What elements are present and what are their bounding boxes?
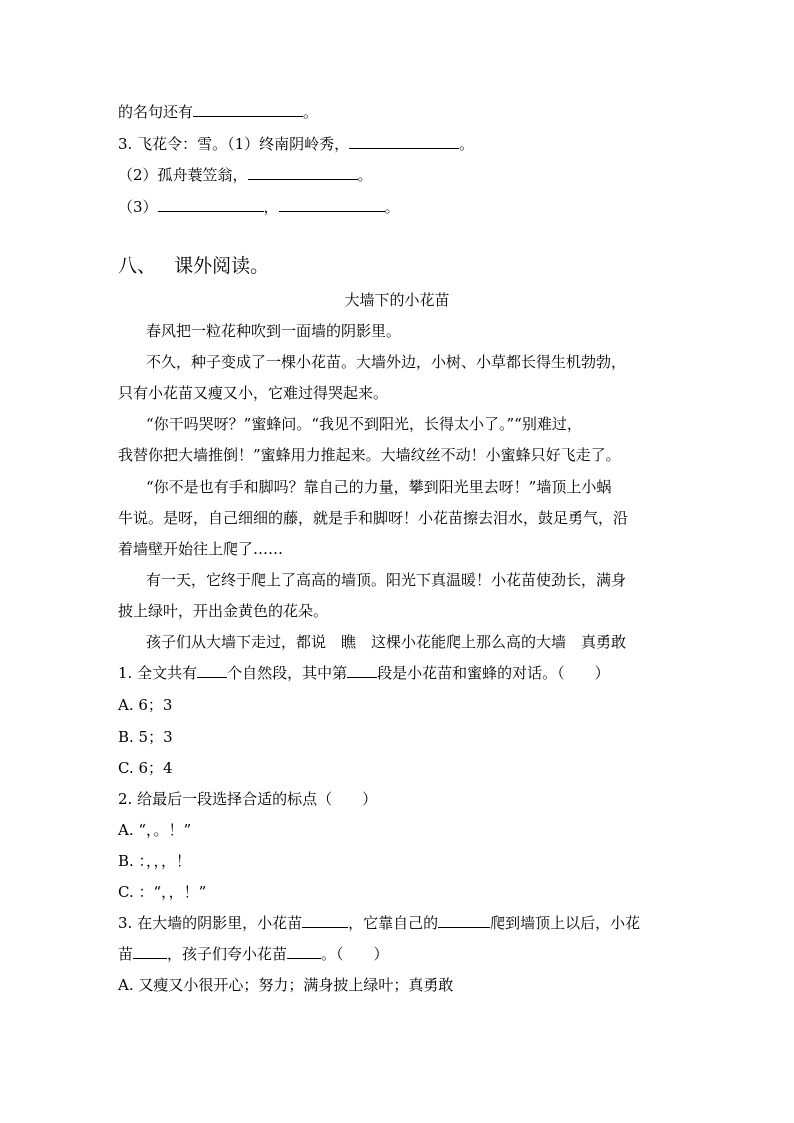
- story-paragraph-cont: 牛说。是呀，自己细细的藤，就是手和脚呀！小花苗擦去泪水，鼓足勇气，沿: [118, 509, 629, 527]
- text: 。: [459, 135, 475, 153]
- answer-blank[interactable]: [349, 134, 459, 149]
- option-b[interactable]: B. ：，，，！: [118, 852, 192, 870]
- text: 段是小花苗和蜜蜂的对话。（ ）: [377, 664, 610, 682]
- option-a[interactable]: A. 又瘦又小很开心；努力；满身披上绿叶；真勇敢: [118, 976, 454, 994]
- text: 苗: [118, 945, 134, 963]
- answer-blank[interactable]: [279, 197, 385, 212]
- story-paragraph: 不久，种子变成了一棵小花苗。大墙外边，小树、小草都长得生机勃勃，: [146, 353, 627, 371]
- poem-line-3: [118, 165, 373, 185]
- story-paragraph-cont: 我替你把大墙推倒！”蜜蜂用力推起来。大墙纹丝不动！小蜜蜂只好飞走了。: [118, 446, 621, 464]
- answer-blank[interactable]: [438, 913, 490, 928]
- text: ，它靠自己的: [348, 914, 439, 932]
- text: ，孩子们夸小花苗: [167, 945, 288, 963]
- poem-line-2: [118, 134, 474, 154]
- story-paragraph: 有一天，它终于爬上了高高的墙顶。阳光下真温暖！小花苗使劲长，满身: [146, 571, 627, 589]
- text: 。（ ）: [321, 945, 389, 963]
- story-paragraph: “你干吗哭呀？”蜜蜂问。“我见不到阳光，长得太小了。”“别难过，: [146, 415, 582, 433]
- text: 。: [357, 166, 373, 184]
- answer-blank[interactable]: [158, 197, 264, 212]
- text: 。: [384, 198, 400, 216]
- story-paragraph: 孩子们从大墙下走过，都说 瞧 这棵小花能爬上那么高的大墙 真勇敢: [146, 633, 627, 651]
- question-2: 2. 给最后一段选择合适的标点（ ）: [118, 790, 378, 808]
- text: 的名句还有: [118, 103, 194, 121]
- story-paragraph-cont: 只有小花苗又瘦又小，它难过得哭起来。: [118, 384, 389, 402]
- answer-blank[interactable]: [302, 913, 348, 928]
- section-title: 课外阅读。: [174, 255, 270, 277]
- question-1: [118, 663, 610, 683]
- story-paragraph-cont: 披上绿叶，开出金黄色的花朵。: [118, 602, 329, 620]
- text: ，: [263, 198, 279, 216]
- text: 个自然段，其中第: [227, 664, 348, 682]
- answer-blank[interactable]: [287, 944, 321, 959]
- text: 3. 在大墙的阴影里，小花苗: [118, 914, 303, 932]
- answer-blank[interactable]: [133, 944, 167, 959]
- story-paragraph: 春风把一粒花种吹到一面墙的阴影里。: [146, 322, 402, 340]
- answer-blank[interactable]: [248, 165, 358, 180]
- story-paragraph: “你不是也有手和脚吗？靠自己的力量，攀到阳光里去呀！”墙顶上小蜗: [146, 478, 612, 496]
- answer-blank[interactable]: [347, 663, 377, 678]
- text: 3. 飞花令：雪。（1）终南阴岭秀，: [118, 135, 350, 153]
- text: 爬到墙顶上以后，小花: [490, 914, 641, 932]
- option-b[interactable]: B. 5；3: [118, 728, 173, 746]
- text: （3）: [118, 198, 158, 216]
- story-paragraph-cont: 着墙壁开始往上爬了……: [118, 540, 284, 558]
- text: 1. 全文共有: [118, 664, 198, 682]
- option-c[interactable]: C. 6；4: [118, 759, 173, 777]
- poem-line-1: [118, 102, 318, 122]
- text: 。: [303, 103, 319, 121]
- option-a[interactable]: A. 6；3: [118, 696, 173, 714]
- poem-line-4: [118, 197, 400, 217]
- section-heading: [118, 254, 269, 278]
- text: （2）孤舟蓑笠翁，: [118, 166, 248, 184]
- option-c[interactable]: C. ：“，，！”: [118, 883, 207, 901]
- question-3: [118, 913, 640, 933]
- story-title: 大墙下的小花苗: [344, 291, 450, 309]
- option-a[interactable]: A. “，。！”: [118, 821, 192, 839]
- section-number: 八、: [118, 255, 157, 277]
- question-3-cont: [118, 944, 389, 964]
- answer-blank[interactable]: [193, 102, 303, 117]
- answer-blank[interactable]: [197, 663, 227, 678]
